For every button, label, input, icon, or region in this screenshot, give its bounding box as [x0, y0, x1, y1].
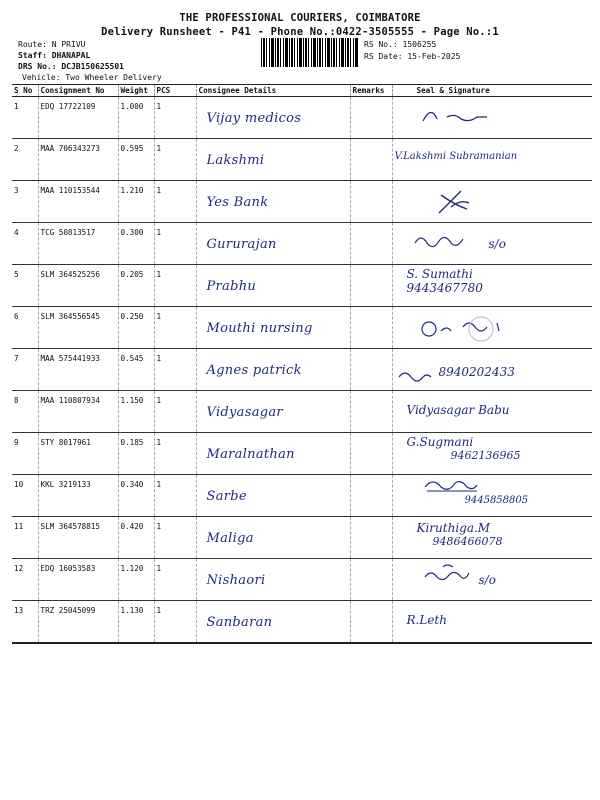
remarks-cell: [350, 181, 392, 223]
weight-cell: 0.595: [118, 139, 154, 181]
sno-cell: 7: [12, 349, 38, 391]
table-header-row: [12, 85, 592, 97]
pcs-cell: 1: [154, 265, 196, 307]
signature-scribble: [397, 363, 437, 393]
remarks-cell: [350, 517, 392, 559]
sno-cell: 2: [12, 139, 38, 181]
signature-cell: [392, 223, 592, 265]
signature-cell: [392, 265, 592, 307]
staff-value: DHANAPAL: [51, 51, 91, 60]
rs-date-value: 15-Feb-2025: [407, 52, 461, 61]
table-row: [12, 97, 592, 139]
pcs-cell: 1: [154, 517, 196, 559]
consignment-cell: EDQ 16053583: [38, 559, 118, 601]
consignee-cell: [196, 559, 350, 601]
remarks-cell: [350, 265, 392, 307]
vehicle-label: Vehicle:: [22, 73, 61, 82]
signature-scribble: [411, 101, 501, 131]
pcs-cell: 1: [154, 181, 196, 223]
sno-cell: 4: [12, 223, 38, 265]
table-row: [12, 601, 592, 644]
table-row: [12, 139, 592, 181]
consignment-cell: SLM 364578815: [38, 517, 118, 559]
route-value: N PRIVU: [51, 40, 86, 49]
consignee-handwriting: Yes Bank: [206, 195, 269, 210]
col-signature: Seal & Signature: [392, 85, 592, 97]
runsheet-table: [12, 84, 592, 644]
sno-cell: 6: [12, 307, 38, 349]
signature-cell: [392, 433, 592, 475]
col-remarks: Remarks: [350, 85, 392, 97]
weight-cell: 1.210: [118, 181, 154, 223]
sno-cell: 12: [12, 559, 38, 601]
signature-cell: [392, 307, 592, 349]
consignment-cell: EDQ 17722109: [38, 97, 118, 139]
sno-cell: 3: [12, 181, 38, 223]
pcs-cell: 1: [154, 97, 196, 139]
signature-text: S. Sumathi: [406, 267, 473, 281]
consignee-cell: [196, 601, 350, 644]
signature-cell: [392, 517, 592, 559]
remarks-cell: [350, 391, 392, 433]
consignee-cell: [196, 391, 350, 433]
rs-date-line: [364, 51, 460, 62]
pcs-cell: 1: [154, 475, 196, 517]
table-row: [12, 223, 592, 265]
signature-text: R.Leth: [406, 613, 447, 627]
col-weight: Weight: [118, 85, 154, 97]
table-row: [12, 559, 592, 601]
sno-cell: 9: [12, 433, 38, 475]
remarks-cell: [350, 475, 392, 517]
consignee-cell: [196, 223, 350, 265]
vehicle-value: Two Wheeler Delivery: [65, 73, 162, 82]
rs-no-label: RS No.:: [364, 40, 398, 49]
rs-date-label: RS Date:: [364, 52, 403, 61]
weight-cell: 0.340: [118, 475, 154, 517]
signature-cell: [392, 97, 592, 139]
consignment-cell: MAA 706343273: [38, 139, 118, 181]
signature-text: s/o: [488, 237, 506, 251]
pcs-cell: 1: [154, 433, 196, 475]
consignee-handwriting: Gururajan: [206, 237, 277, 252]
pcs-cell: 1: [154, 559, 196, 601]
remarks-cell: [350, 97, 392, 139]
page-title: THE PROFESSIONAL COURIERS, COIMBATORE: [179, 12, 421, 24]
signature-cell: [392, 601, 592, 644]
signature-phone: 9443467780: [406, 281, 483, 295]
consignee-cell: [196, 307, 350, 349]
weight-cell: 0.205: [118, 265, 154, 307]
signature-scribble: [423, 563, 483, 587]
weight-cell: 1.130: [118, 601, 154, 644]
consignee-cell: [196, 517, 350, 559]
remarks-cell: [350, 559, 392, 601]
col-consignment: Consignment No: [38, 85, 118, 97]
consignee-cell: [196, 139, 350, 181]
signature-text: 9445858805: [464, 495, 529, 506]
route-label: Route:: [18, 40, 47, 49]
consignment-cell: KKL 3219133: [38, 475, 118, 517]
table-row: [12, 265, 592, 307]
consignee-handwriting: Maliga: [206, 531, 254, 546]
signature-text: G.Sugmani: [406, 435, 474, 449]
signature-scribble: [411, 227, 481, 253]
weight-cell: 0.420: [118, 517, 154, 559]
pcs-cell: 1: [154, 391, 196, 433]
signature-scribble: [411, 311, 521, 345]
consignee-cell: [196, 349, 350, 391]
sno-cell: 11: [12, 517, 38, 559]
remarks-cell: [350, 139, 392, 181]
drs-label: DRS No.:: [18, 62, 57, 71]
signature-cell: [392, 349, 592, 391]
consignment-cell: SLM 364525256: [38, 265, 118, 307]
remarks-cell: [350, 433, 392, 475]
weight-cell: 1.000: [118, 97, 154, 139]
consignment-cell: MAA 110153544: [38, 181, 118, 223]
signature-text: Kiruthiga.M: [416, 521, 491, 535]
consignment-cell: MAA 575441933: [38, 349, 118, 391]
consignment-cell: TCG 50813517: [38, 223, 118, 265]
consignee-handwriting: Vidyasagar: [206, 405, 283, 420]
staff-label: Staff:: [18, 51, 47, 60]
signature-scribble: [411, 185, 501, 219]
signature-text: V.Lakshmi Subramanian: [394, 151, 518, 162]
consignment-cell: SLM 364556545: [38, 307, 118, 349]
col-pcs: PCS: [154, 85, 196, 97]
signature-text: 8940202433: [438, 365, 515, 379]
consignee-cell: [196, 181, 350, 223]
weight-cell: 0.250: [118, 307, 154, 349]
consignment-cell: MAA 110807934: [38, 391, 118, 433]
sno-cell: 5: [12, 265, 38, 307]
weight-cell: 0.185: [118, 433, 154, 475]
weight-cell: 0.545: [118, 349, 154, 391]
sno-cell: 8: [12, 391, 38, 433]
consignee-handwriting: Lakshmi: [206, 153, 265, 168]
weight-cell: 1.150: [118, 391, 154, 433]
consignee-handwriting: Maralnathan: [206, 447, 295, 462]
table-row: [12, 181, 592, 223]
table-row: [12, 517, 592, 559]
consignee-cell: [196, 265, 350, 307]
signature-text: Vidyasagar Babu: [406, 403, 510, 417]
consignee-handwriting: Agnes patrick: [206, 363, 302, 378]
pcs-cell: 1: [154, 307, 196, 349]
col-sno: S No: [12, 85, 38, 97]
signature-cell: [392, 181, 592, 223]
rs-no-value: 1506255: [402, 40, 437, 49]
signature-cell: [392, 139, 592, 181]
route-line: [18, 39, 85, 50]
consignee-handwriting: Sarbe: [206, 489, 247, 504]
signature-text: s/o: [478, 573, 496, 587]
sno-cell: 13: [12, 601, 38, 644]
pcs-cell: 1: [154, 601, 196, 644]
drs-value: DCJB150625501: [61, 62, 124, 71]
rs-no-line: [364, 39, 436, 50]
weight-cell: 0.300: [118, 223, 154, 265]
consignee-cell: [196, 97, 350, 139]
barcode: [261, 38, 359, 67]
vehicle-line: [22, 72, 162, 83]
pcs-cell: 1: [154, 139, 196, 181]
staff-line: [18, 50, 90, 61]
consignment-cell: TRZ 25045099: [38, 601, 118, 644]
remarks-cell: [350, 307, 392, 349]
signature-cell: [392, 475, 592, 517]
sno-cell: 1: [12, 97, 38, 139]
consignment-cell: STY 8017961: [38, 433, 118, 475]
weight-cell: 1.120: [118, 559, 154, 601]
pcs-cell: 1: [154, 223, 196, 265]
signature-phone: 9486466078: [432, 535, 503, 548]
signature-scribble: [423, 475, 493, 495]
sno-cell: 10: [12, 475, 38, 517]
remarks-cell: [350, 223, 392, 265]
consignee-cell: [196, 433, 350, 475]
consignee-handwriting: Vijay medicos: [206, 111, 302, 126]
consignee-cell: [196, 475, 350, 517]
signature-cell: [392, 391, 592, 433]
table-row: [12, 307, 592, 349]
table-row: [12, 349, 592, 391]
drs-line: [18, 61, 124, 72]
table-row: [12, 433, 592, 475]
consignee-handwriting: Nishaori: [206, 573, 266, 588]
consignee-handwriting: Prabhu: [206, 279, 257, 294]
signature-cell: [392, 559, 592, 601]
table-row: [12, 391, 592, 433]
remarks-cell: [350, 601, 392, 644]
consignee-handwriting: Mouthi nursing: [206, 321, 313, 336]
runsheet-subtitle: Delivery Runsheet - P41 - Phone No.:0422-3505555 - Page No.:1: [101, 26, 499, 38]
table-row: [12, 475, 592, 517]
consignee-handwriting: Sanbaran: [206, 615, 273, 630]
signature-phone: 9462136965: [450, 449, 521, 462]
remarks-cell: [350, 349, 392, 391]
pcs-cell: 1: [154, 349, 196, 391]
col-consignee: Consignee Details: [196, 85, 350, 97]
